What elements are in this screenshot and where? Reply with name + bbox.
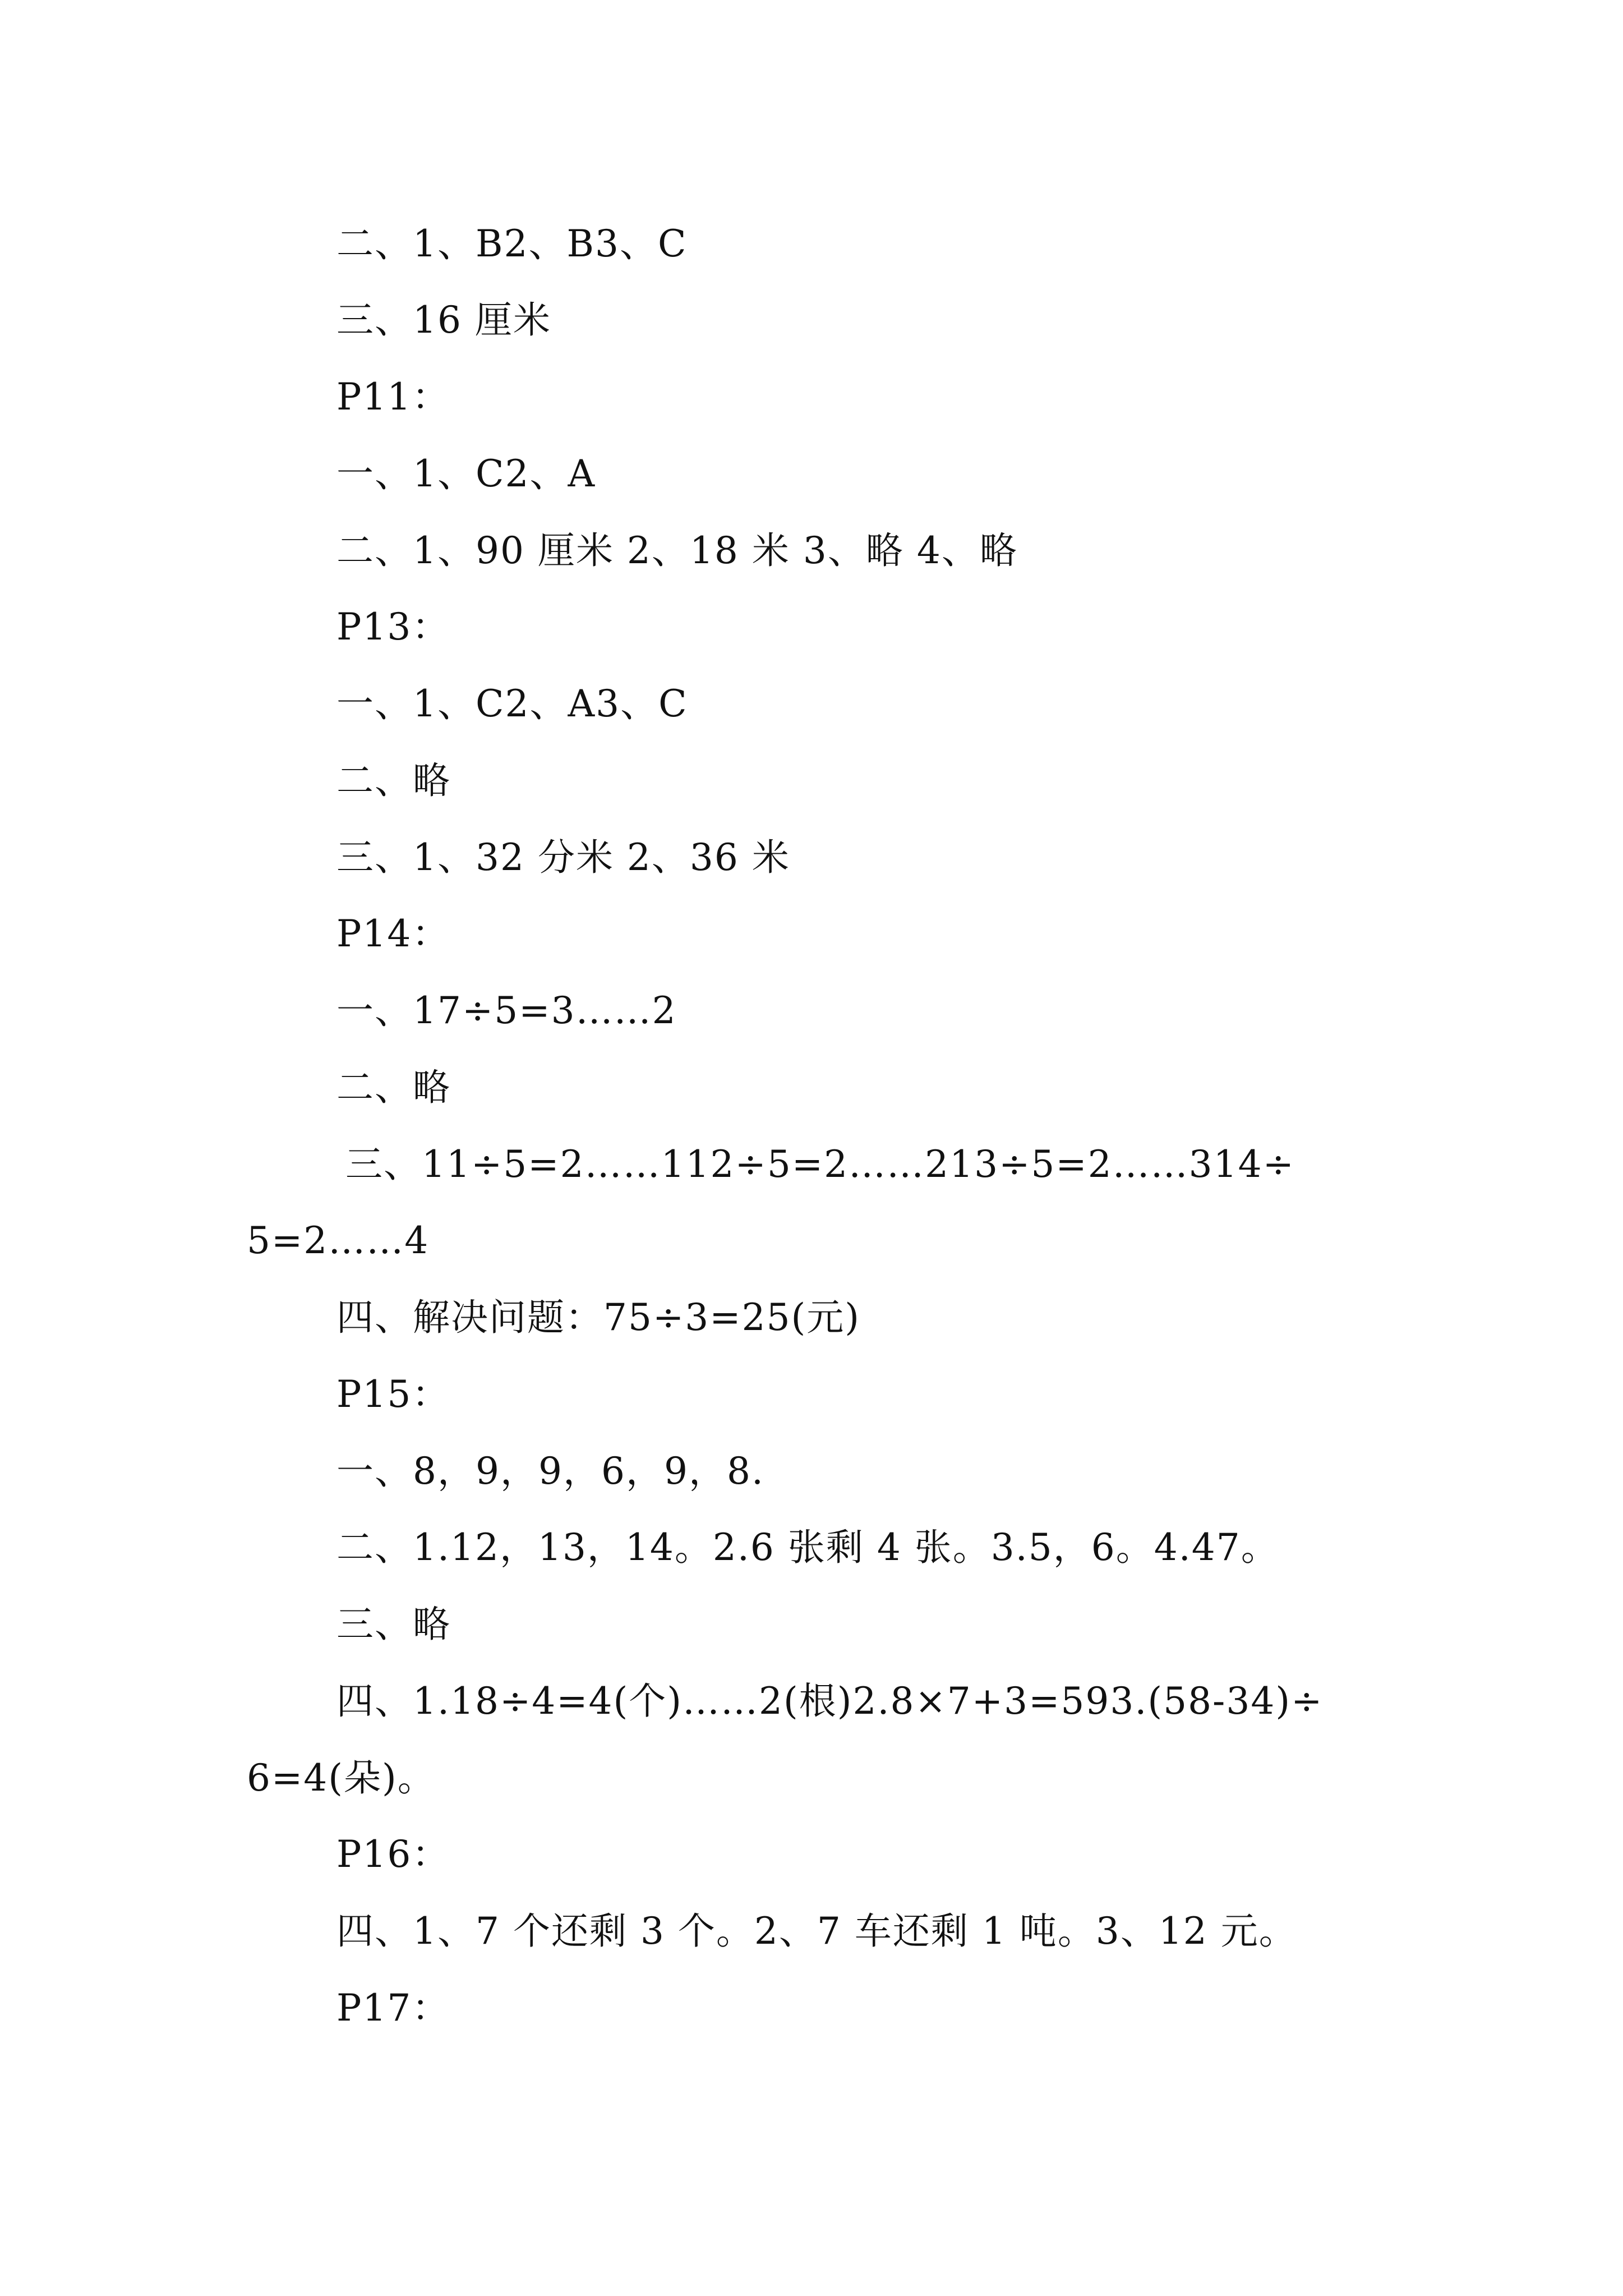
answer-line-continued: 5=2……4 (247, 1219, 430, 1262)
answer-line: 三、16 厘米 (336, 298, 551, 342)
answer-line: 四、解决问题：75÷3=25(元) (336, 1296, 861, 1339)
page-ref-line: P15： (336, 1373, 450, 1416)
answer-line: 二、略 (336, 1066, 451, 1109)
answer-line: 四、1、7 个还剩 3 个。2、7 车还剩 1 吨。3、12 元。 (336, 1910, 1297, 1953)
answer-line: 四、1.18÷4=4(个)……2(根)2.8×7+3=593.(58-34)÷ (336, 1680, 1324, 1723)
answer-line: 二、略 (336, 759, 451, 802)
answer-line: 二、1、B2、B3、C (336, 222, 688, 265)
page-ref-line: P14： (336, 912, 450, 955)
page-ref-line: P13： (336, 605, 450, 648)
answer-line: 三、11÷5=2……112÷5=2……213÷5=2……314÷ (345, 1143, 1295, 1186)
answer-line: 一、17÷5=3……2 (336, 989, 677, 1032)
answer-line: 二、1、90 厘米 2、18 米 3、略 4、略 (336, 529, 1018, 572)
answer-line: 三、1、32 分米 2、36 米 (336, 836, 790, 879)
answer-line: 三、略 (336, 1603, 451, 1646)
answer-line: 一、8，9，9，6，9，8. (336, 1450, 764, 1493)
answer-line: 一、1、C2、A3、C (336, 682, 688, 725)
answer-line-continued: 6=4(朵)。 (247, 1756, 436, 1800)
answer-line: 一、1、C2、A (336, 452, 596, 495)
page-ref-line: P16： (336, 1833, 450, 1876)
page-ref-line: P11： (336, 375, 450, 418)
answer-line: 二、1.12，13，14。2.6 张剩 4 张。3.5，6。4.47。 (336, 1526, 1279, 1569)
page-ref-line: P17： (336, 1986, 450, 2030)
